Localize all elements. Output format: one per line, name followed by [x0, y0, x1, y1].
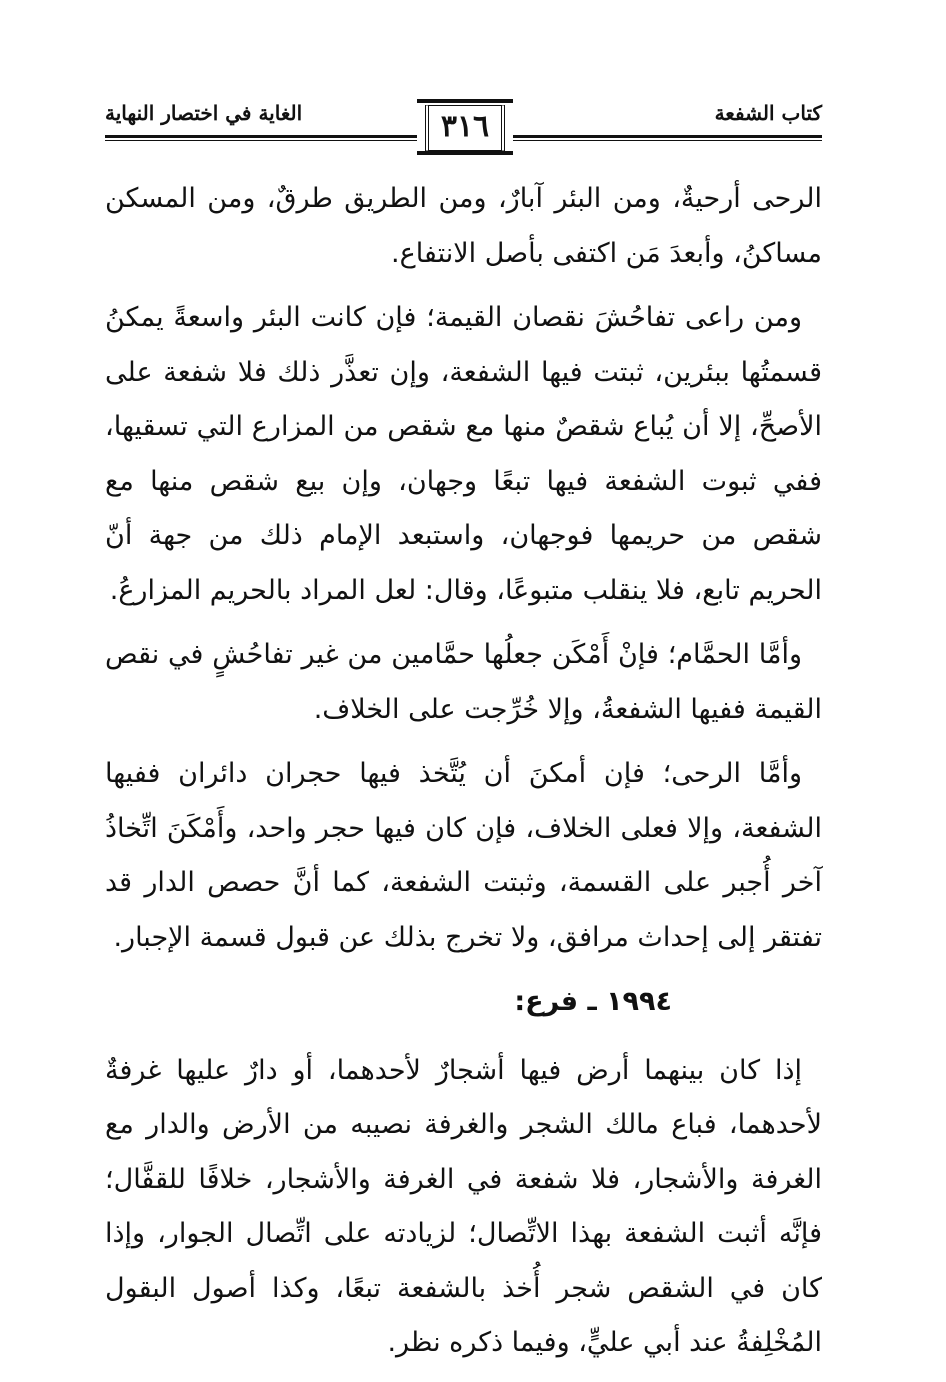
paragraph: إذا كان بينهما أرض فيها أشجارٌ لأحدهما، أو دارٌ عليها غرفةٌ لأحدهما، فباع مالك الشجر والغرفة نصيبه من الأرض والدار مع الغرفة والأشجار، فلا شفعة في الغرفة والأشجار، خلافًا للقفَّال؛ فإنَّه أثبت الشفعة بهذا الاتِّصال؛ لزيادته على اتِّصال الجوار، وإذا كان في الشقص شجر أُخذ بالشفعة تبعًا، وكذا أصول البقول المُخْلِفةُ عند أبي عليٍّ، وفيما ذكره نظر. — [105, 1054, 822, 1358]
page-body — [105, 172, 822, 1381]
paragraph: ومن راعى تفاحُشَ نقصان القيمة؛ فإن كانت البئر واسعةً يمكنُ قسمتُها ببئرين، ثبتت فيها الشفعة، وإن تعذَّر ذلك فلا شفعة على الأصحِّ، إلا أن يُباع شقصٌ منها مع شقص من المزارع التي تسقيها، ففي ثبوت الشفعة فيها تبعًا وجهان، وإن بيع شقص منها مع شقص من حريمها فوجهان، واستبعد الإمام ذلك من جهة أنّ الحريم تابع، فلا ينقلب متبوعًا، وقال: لعل المراد بالحريم المزارعُ. — [105, 302, 822, 606]
ornament-top-bar — [417, 99, 513, 103]
running-header — [105, 95, 822, 155]
paragraph: الرحى أرحيةٌ، ومن البئر آبارٌ، ومن الطريق طرقٌ، ومن المسكن مساكنُ، وأبعدَ مَن اكتفى بأصل الانتفاع. — [105, 183, 822, 269]
paragraph: وأمَّا الرحى؛ فإن أمكنَ أن يُتَّخذ فيها حجران دائران ففيها الشفعة، وإلا فعلى الخلاف، فإن كان فيها حجر واحد، وأَمْكَنَ اتِّخاذُ آخر أُجبر على القسمة، وثبتت الشفعة، كما أنَّ حصص الدار قد تفتقر إلى إحداث مرافق، ولا تخرج بذلك عن قبول قسمة الإجبار. — [105, 758, 822, 953]
page-number: ٣١٦ — [440, 109, 490, 144]
paragraph: وأمَّا الحمَّام؛ فإنْ أَمْكَن جعلُها حمَّامين من غير تفاحُشٍ في نقص القيمة ففيها الشفعةُ، وإلا خُرِّجت على الخلاف. — [105, 639, 822, 725]
ornament-bottom-bar — [417, 151, 513, 155]
branch-heading: ١٩٩٤ ـ فرع: — [514, 986, 672, 1017]
page-number-ornament — [417, 95, 513, 155]
chapter-title: كتاب الشفعة — [714, 101, 822, 125]
book-title: الغاية في اختصار النهاية — [105, 101, 303, 125]
